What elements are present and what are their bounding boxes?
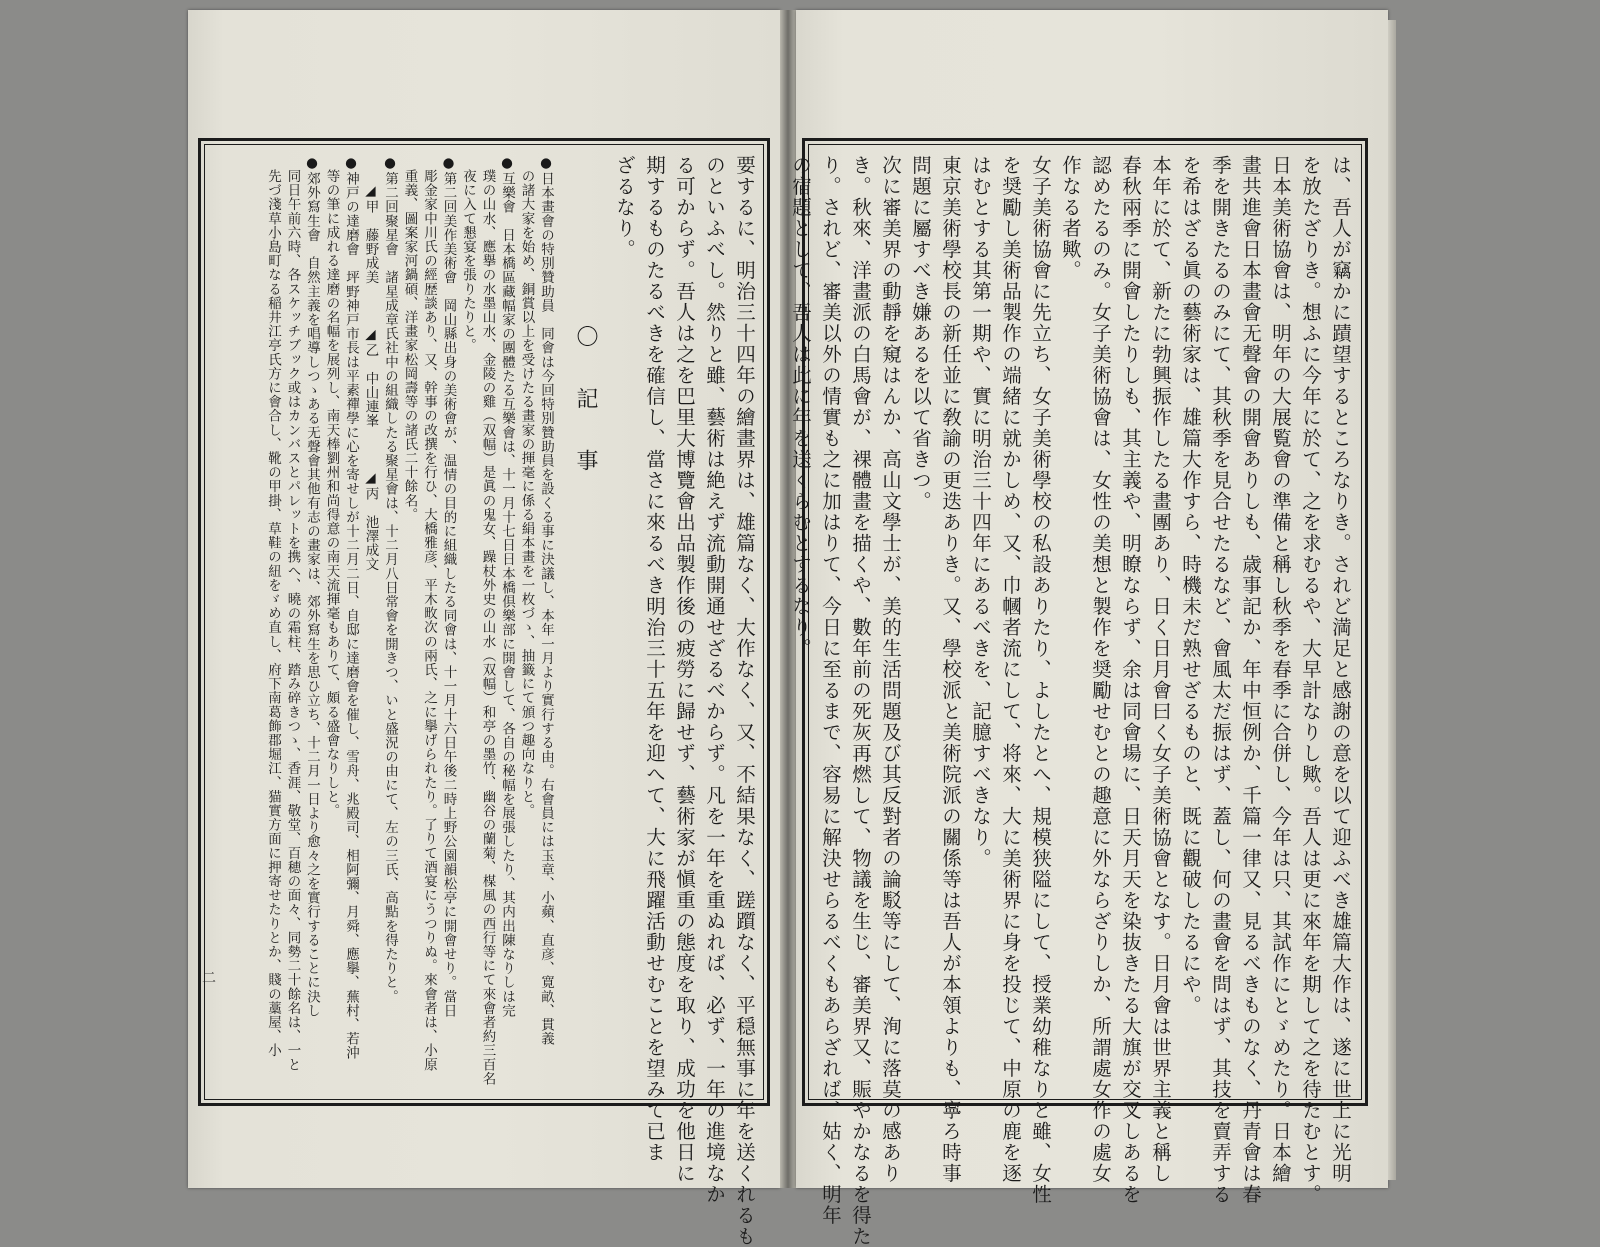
right-page xyxy=(789,10,1388,1247)
left-text-frame xyxy=(198,138,770,1247)
text-line: 期するものたるべきを確信し、當さに來るべき明治三十五年を迎へて、大に飛躍活動せむことを望みて已ま xyxy=(643,155,666,1163)
text-line: 次に審美界の動靜を窺はんか、高山文學士が、美的生活問題及び其反對者の論駁等にして、洵に落莫の感あり xyxy=(879,155,902,1184)
news-line: 先づ淺草小島町なる稲井江亭氏方に會合し、靴の甲掛、草鞋の紐をゞめ直し、府下南葛飾郡堀江、猫實方面に押寄せたりとか、賤の藁屋、小 xyxy=(265,155,281,1058)
text-line: 畫共進會日本畫會无聲會の開會ありしも、歳事記か、年中恒例か、千篇一律又、見るべきものなく、丹青會は春 xyxy=(1239,155,1262,1205)
page-number: 二 xyxy=(200,970,216,984)
news-line: ◢甲 藤野成美 ◢乙 中山連峯 ◢丙 池澤成文 xyxy=(362,155,379,572)
news-line: ●第二回美作美術會 岡山縣出身の美術會が、温情の目的に組織したる同會は、十一月十六日午後二時上野公園韻松亭に開會せり。當日 xyxy=(440,155,457,1018)
news-line: の諸大家を始め、銅賞以上を受けたる畫家の揮毫に係る絹本畫を一枚づゝ、抽籤にて頒つ趣向なりと。 xyxy=(518,155,535,818)
text-line: ざるなり。 xyxy=(613,155,636,260)
right-text-frame xyxy=(789,138,1368,1247)
news-line: 同日午前六時、各スケッチブック或はカンバスとパレットを携へ、曉の霜柱、踏み碎きつゝ、香涯、敬堂、百穂の面々、同勢二十餘名は、一と xyxy=(284,155,301,1072)
news-line: ●神戸の達磨會 坪野神戸市長は平素禪學に心を寄せしが十二月二日、自邸に達磨會を催し、雪舟、兆殿司、相阿彌、月舜、應擧、蕪村、若沖 xyxy=(343,155,359,1060)
right-body-text xyxy=(789,155,1355,1247)
text-line: のといふべし。然りと雖、藝術は絶えず流動開通せざるべからず。凡を一年を重ぬれば、必ず、一年の進境なか xyxy=(703,155,726,1205)
page-edge xyxy=(1388,20,1396,1180)
section-heading: 〇記事 xyxy=(573,325,598,511)
text-line: の宿題として、吾人は此に年を送くらむとするなり。 xyxy=(789,155,812,659)
news-line: ●第二回聚星會 諸星成章氏社中の組織したる聚星會は、十二月八日常會を開きつ、いと盛況の由にて、左の三氏、高點を得たりと。 xyxy=(382,155,398,1004)
text-line: 認めたるのみ。女子美術協會は、女性の美想と製作を奨勵せむとの趣意に外ならざりしか、所謂處女作の處女 xyxy=(1089,155,1112,1184)
news-line: 等の筆に成れる達磨の名幅を展列し、南天棒劉州和尚得意の南天流揮毫もありて、頗る盛會なりしと。 xyxy=(323,155,340,818)
left-intro-text xyxy=(609,155,759,1247)
text-line: 問題に屬すべき嫌あるを以て省きつ。 xyxy=(909,155,932,512)
text-line: 本年に於て、新たに勃興振作したる畫團あり、日く日月會曰く女子美術協會となす。日月會は世界主義と稱し xyxy=(1149,155,1172,1184)
news-line: 重義、圖案家河鍋碩、洋畫家松岡壽等の諸氏二十餘名。 xyxy=(401,155,418,522)
left-page xyxy=(188,10,780,1247)
text-line: を奨勵し美術品製作の端緒に就かしめ、又、巾幗者流にして、将來、大に美術界に身を投じて、中原の鹿を逐 xyxy=(999,155,1022,1184)
text-line: は、吾人が竊かに蹟望するところなりき。されど満足と感謝の意を以て迎ふべき雄篇大作は、遂に世上に光明 xyxy=(1329,155,1352,1184)
text-line: 季を開きたるのみにて、其秋季を見合せたるなど、會風太だ振はず、蓋し、何の畫會を問はず、其技を賣弄する xyxy=(1209,155,1232,1205)
news-line: 璞の山水、應擧の水墨山水、金陵の雞（双幅）是眞の鬼女、躁杖外史の山水（双幅）和亭の墨竹、幽谷の蘭菊、楳風の西行等にて來會者約三百名 xyxy=(479,155,496,1086)
text-line: る可からず。吾人は之を巴里大博覽會出品製作後の疲勞に歸せず、藝術家が愼重の態度を取り、成功を他日に xyxy=(673,155,696,1184)
text-line: 春秋兩季に開會したりしも、其主義や、明瞭ならず、余は同會場に、日天月天を染抜きたる大旗が交叉しあるを xyxy=(1119,155,1142,1205)
news-items xyxy=(211,155,555,1089)
text-line: 要するに、明治三十四年の繪畫界は、雄篇なく、大作なく、又、不結果なく、蹉躓なく、平穏無事に年を送くれるも xyxy=(733,155,756,1247)
news-line: 彫金家中川氏の經歴談あり、又、幹事の改撰を行ひ、大橋雅彦、平木畋次の兩氏、之に擧げられたり。了りて酒宴にうつりぬ。來會者は、小原 xyxy=(421,155,437,1072)
text-line: 女子美術協會に先立ち、女子美術學校の私設ありたり、よしたとへ、規模狭隘にして、授業幼稚なりと雖、女性 xyxy=(1029,155,1052,1205)
text-line: 東京美術學校長の新任並に敎諭の更迭ありき。又、學校派と美術院派の關係等は吾人が本領よりも、寧ろ時事 xyxy=(939,155,962,1184)
text-line: 日本美術協會は、明年の大展覧會の準備と稱し秋季を春季に合併し、今年は只、其試作にとゞめたり。日本繪 xyxy=(1269,155,1292,1184)
news-line: ●日本畫會の特別贊助員 同會は今回特別贊助員を設くる事に決議し、本年一月より實行する由。右會員には玉章、小蘋、直彦、寛畝、貫義 xyxy=(538,155,554,1046)
text-line: を放たざりき。想ふに今年に於て、之を求むるや、大早計なりし歟。吾人は更に來年を期して之を待たむとす。 xyxy=(1299,155,1322,1205)
text-line: き。秋來、洋畫派の白馬會が、裸體畫を描くや、數年前の死灰再燃して、物議を生じ、審美界又、賑やかなるを得た xyxy=(849,155,872,1247)
text-line: を希はざる眞の藝術家は、雄篇大作すら、時機未だ熟せざるものと、既に觀破したるにや。 xyxy=(1179,155,1202,1016)
text-line: はむとする其第一期や、實に明治三十四年にあるべきを、記臆すべきなり。 xyxy=(969,155,992,869)
text-line: り。されど、審美以外の情實も之に加はりて、今日に至るまで、容易に解決せらるべくもあらざれば、姑く、明年 xyxy=(819,155,842,1226)
news-line: ●互樂會 日本橋區藏幅家の團體たる互樂會は、十一月十七日日本橋倶樂部に開會して、各自の秘幅を展張したり、其内出陳なりしは完 xyxy=(499,155,515,1018)
text-line: 作なる者歟。 xyxy=(1059,155,1082,281)
news-line: 夜に入て懇宴を張りたりと。 xyxy=(460,155,476,353)
news-line: ●郊外寫生會 自然主義を唱導しつゝある无聲會其他有志の畫家は、郊外寫生を思ひ立ち、十二月一日より愈々之を實行することに決し xyxy=(304,155,320,1018)
